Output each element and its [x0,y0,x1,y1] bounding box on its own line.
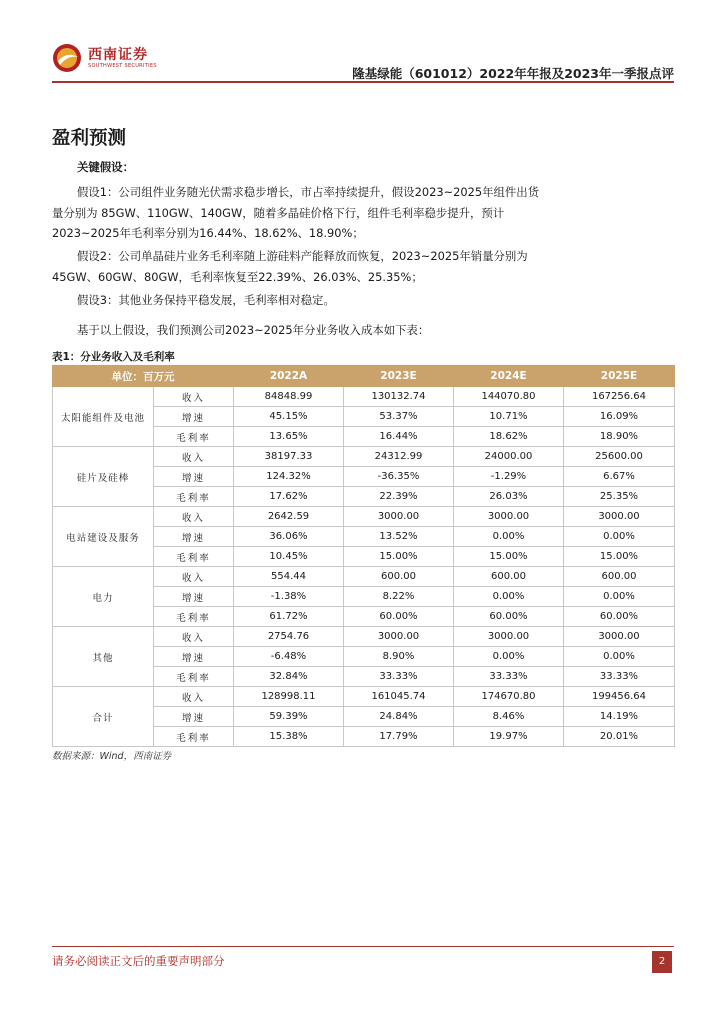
table-row [53,567,675,587]
page-number: 2 [652,951,672,973]
value-cell: 84848.99 [234,387,344,407]
value-cell: 3000.00 [454,507,564,527]
value-cell: 24312.99 [344,447,454,467]
logo-cn-text: 西南证券 [88,47,148,63]
value-cell: 17.79% [344,727,454,747]
table-caption: 表1：分业务收入及毛利率 [52,351,175,363]
document-title: 隆基绿能（601012）2022年年报及2023年一季报点评 [352,66,674,81]
value-cell: 18.90% [564,427,675,447]
metric-cell: 增速 [154,527,234,547]
key-assumptions-label: 关键假设： [77,160,134,174]
metric-cell: 收入 [154,447,234,467]
value-cell: 17.62% [234,487,344,507]
assumption-1: 假设1：公司组件业务随光伏需求稳步增长，市占率持续提升，假设2023~2025年组件出货量分别为 85GW、110GW、140GW，随着多晶硅价格下行，组件毛利率稳步提升，预计2023~2025年毛利率分别为16.44%、18.62%、18.90%； [52,185,540,240]
value-cell: 25.35% [564,487,675,507]
category-cell: 硅片及硅棒 [53,447,154,507]
assumption-2: 假设2：公司单晶硅片业务毛利率随上游硅料产能释放而恢复，2023~2025年销量分别为45GW、60GW、80GW，毛利率恢复至22.39%、26.03%、25.35%； [52,249,528,284]
value-cell: 161045.74 [344,687,454,707]
value-cell: -1.29% [454,467,564,487]
value-cell: 600.00 [454,567,564,587]
metric-cell: 收入 [154,507,234,527]
metric-cell: 毛利率 [154,667,234,687]
value-cell: 36.06% [234,527,344,547]
value-cell: 61.72% [234,607,344,627]
metric-cell: 毛利率 [154,427,234,447]
value-cell: 3000.00 [344,507,454,527]
table-row [53,507,675,527]
value-cell: 10.71% [454,407,564,427]
value-cell: 16.09% [564,407,675,427]
value-cell: 600.00 [564,567,675,587]
metric-cell: 增速 [154,647,234,667]
value-cell: 33.33% [344,667,454,687]
metric-cell: 收入 [154,687,234,707]
value-cell: 3000.00 [564,507,675,527]
value-cell: 3000.00 [344,627,454,647]
value-cell: 15.00% [344,547,454,567]
value-cell: 10.45% [234,547,344,567]
value-cell: 25600.00 [564,447,675,467]
value-cell: 0.00% [564,647,675,667]
value-cell: 33.33% [564,667,675,687]
footer-divider [52,946,674,947]
metric-cell: 毛利率 [154,607,234,627]
value-cell: 19.97% [454,727,564,747]
metric-cell: 毛利率 [154,547,234,567]
value-cell: 2642.59 [234,507,344,527]
value-cell: 8.90% [344,647,454,667]
table-row [53,687,675,707]
company-logo [52,40,157,76]
value-cell: 18.62% [454,427,564,447]
header-divider [52,81,674,83]
year-header: 2025E [564,366,675,387]
table-row [53,387,675,407]
value-cell: 45.15% [234,407,344,427]
value-cell: 130132.74 [344,387,454,407]
year-header: 2022A [234,366,344,387]
value-cell: 22.39% [344,487,454,507]
metric-cell: 增速 [154,467,234,487]
value-cell: -1.38% [234,587,344,607]
value-cell: 8.22% [344,587,454,607]
value-cell: 3000.00 [454,627,564,647]
value-cell: 59.39% [234,707,344,727]
disclaimer-note: 请务必阅读正文后的重要声明部分 [52,954,225,968]
value-cell: 167256.64 [564,387,675,407]
year-header: 2024E [454,366,564,387]
value-cell: 16.44% [344,427,454,447]
metric-cell: 收入 [154,627,234,647]
logo-en-text: SOUTHWEST SECURITIES [88,63,157,69]
data-source: 数据来源：Wind，西南证券 [52,751,172,762]
page-header [52,40,674,82]
value-cell: 15.38% [234,727,344,747]
section-title: 盈利预测 [52,128,127,149]
metric-cell: 增速 [154,587,234,607]
value-cell: -36.35% [344,467,454,487]
category-cell: 其他 [53,627,154,687]
value-cell: 600.00 [344,567,454,587]
table-row [53,447,675,467]
category-cell: 电站建设及服务 [53,507,154,567]
value-cell: 6.67% [564,467,675,487]
logo-mark-icon [52,43,82,73]
metric-cell: 收入 [154,387,234,407]
value-cell: 554.44 [234,567,344,587]
category-cell: 合计 [53,687,154,747]
metric-cell: 增速 [154,407,234,427]
value-cell: 13.52% [344,527,454,547]
value-cell: 0.00% [454,527,564,547]
revenue-table [52,365,674,747]
value-cell: 60.00% [344,607,454,627]
year-header: 2023E [344,366,454,387]
value-cell: 26.03% [454,487,564,507]
value-cell: 128998.11 [234,687,344,707]
value-cell: 0.00% [564,527,675,547]
value-cell: 2754.76 [234,627,344,647]
value-cell: 33.33% [454,667,564,687]
unit-header: 单位：百万元 [53,366,234,387]
value-cell: 32.84% [234,667,344,687]
metric-cell: 毛利率 [154,727,234,747]
value-cell: 0.00% [564,587,675,607]
value-cell: 124.32% [234,467,344,487]
value-cell: 3000.00 [564,627,675,647]
category-cell: 太阳能组件及电池 [53,387,154,447]
value-cell: 174670.80 [454,687,564,707]
category-cell: 电力 [53,567,154,627]
value-cell: 15.00% [454,547,564,567]
value-cell: 20.01% [564,727,675,747]
value-cell: 0.00% [454,647,564,667]
value-cell: -6.48% [234,647,344,667]
metric-cell: 收入 [154,567,234,587]
value-cell: 24000.00 [454,447,564,467]
value-cell: 14.19% [564,707,675,727]
value-cell: 53.37% [344,407,454,427]
value-cell: 60.00% [454,607,564,627]
metric-cell: 毛利率 [154,487,234,507]
value-cell: 144070.80 [454,387,564,407]
value-cell: 8.46% [454,707,564,727]
value-cell: 38197.33 [234,447,344,467]
summary-paragraph: 基于以上假设，我们预测公司2023~2025年分业务收入成本如下表： [77,323,430,337]
value-cell: 199456.64 [564,687,675,707]
table-row [53,627,675,647]
metric-cell: 增速 [154,707,234,727]
table-header-row [53,366,675,387]
value-cell: 60.00% [564,607,675,627]
value-cell: 0.00% [454,587,564,607]
value-cell: 13.65% [234,427,344,447]
value-cell: 15.00% [564,547,675,567]
value-cell: 24.84% [344,707,454,727]
assumption-3: 假设3：其他业务保持平稳发展，毛利率相对稳定。 [77,293,335,307]
